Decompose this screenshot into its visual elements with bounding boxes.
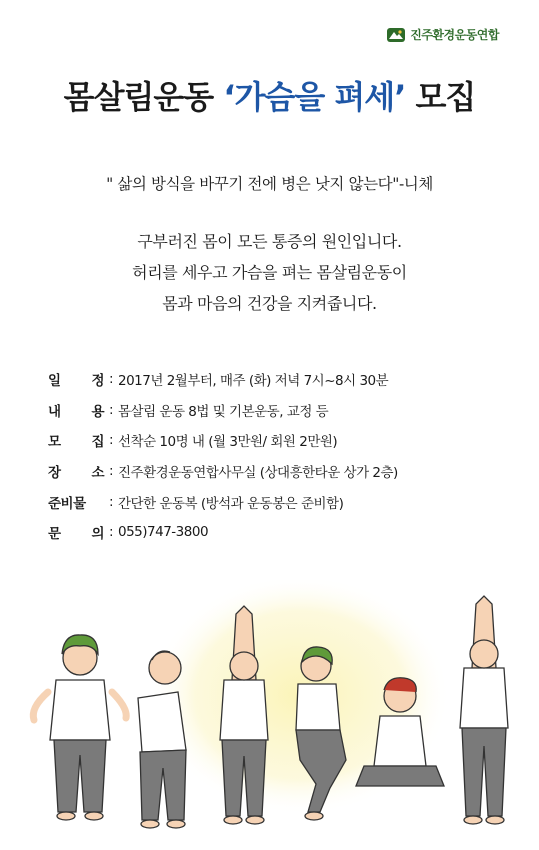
quote: " 삶의 방식을 바꾸기 전에 병은 낫지 않는다"-니체 <box>106 175 433 193</box>
title-suffix: 모집 <box>405 78 476 116</box>
detail-label: 문 의 <box>48 526 104 543</box>
detail-value: 진주환경운동연합사무실 (상대흥한타운 상가 2층) <box>118 465 398 482</box>
org-logo <box>387 26 499 43</box>
detail-value: 선착순 10명 내 (월 3만원/ 회원 2만원) <box>118 434 338 451</box>
figure-arms-open <box>33 635 126 820</box>
org-name: 진주환경운동연합 <box>410 28 499 42</box>
detail-row-schedule <box>48 364 398 395</box>
title-main: 몸살림운동 <box>63 78 224 116</box>
detail-separator: : <box>108 371 114 388</box>
details-list <box>48 364 398 548</box>
detail-value: 2017년 2월부터, 매주 (화) 저녁 7시~8시 30분 <box>118 373 389 390</box>
detail-row-contact <box>48 517 398 548</box>
message-line: 몸과 마음의 건강을 지켜줍니다. <box>162 294 377 313</box>
detail-row-place <box>48 456 398 487</box>
figure-stretch-up <box>460 596 508 824</box>
detail-row-supplies <box>48 486 398 517</box>
detail-label: 장 소 <box>48 465 104 482</box>
detail-row-recruit <box>48 425 398 456</box>
detail-separator: : <box>108 432 114 449</box>
detail-separator: : <box>108 524 114 541</box>
detail-label: 일 정 <box>48 373 104 390</box>
detail-value: 055)747-3800 <box>118 524 209 541</box>
message-line: 구부러진 몸이 모든 통증의 원인입니다. <box>137 232 402 251</box>
detail-separator: : <box>108 493 114 510</box>
detail-label: 준비물 <box>48 495 86 512</box>
message-block <box>0 226 539 319</box>
message-line: 허리를 세우고 가슴을 펴는 몸살림운동이 <box>132 263 407 282</box>
detail-row-content <box>48 395 398 426</box>
org-logo-icon <box>387 28 405 42</box>
detail-value: 몸살림 운동 8법 및 기본운동, 교정 등 <box>118 403 329 420</box>
page-title <box>0 72 539 118</box>
detail-label: 내 용 <box>48 403 104 420</box>
detail-value: 간단한 운동복 (방석과 운동봉은 준비함) <box>118 495 344 512</box>
detail-label: 모 집 <box>48 434 104 451</box>
exercise-illustration <box>0 580 539 850</box>
detail-separator: : <box>108 463 114 480</box>
detail-separator: : <box>108 401 114 418</box>
title-highlight: ‘가슴을 펴세’ <box>223 78 406 116</box>
